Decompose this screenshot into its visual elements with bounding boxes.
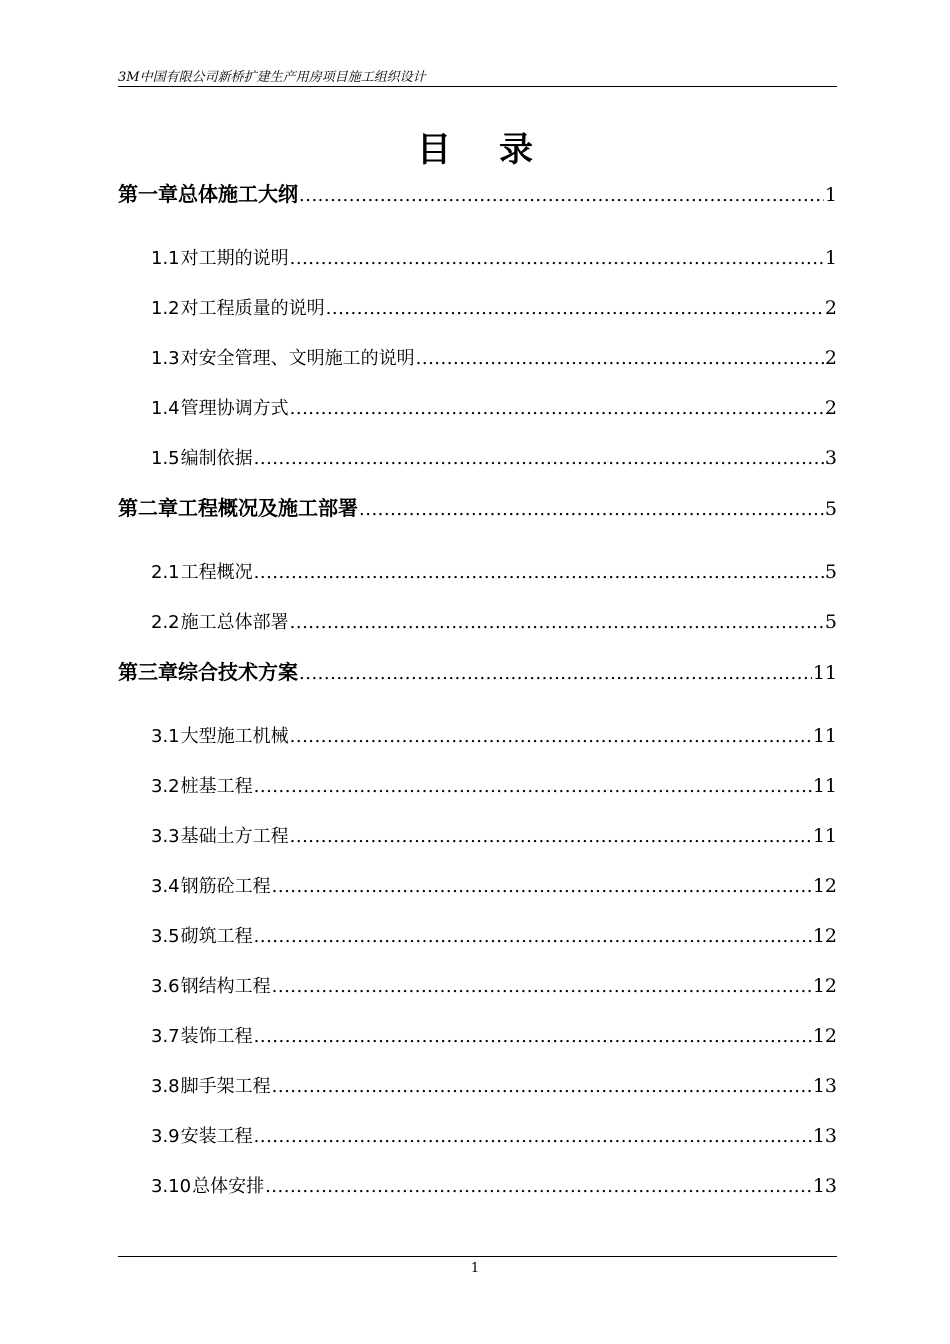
toc-page-number: 2 (824, 347, 837, 369)
toc-leader (416, 348, 824, 369)
toc-section-title: 施工总体部署 (180, 612, 289, 633)
toc-page-number: 5 (824, 611, 837, 633)
toc-section-number: 1.1 (151, 248, 180, 269)
toc-entry-3-7[interactable] (118, 1022, 837, 1048)
toc-leader (299, 663, 812, 684)
toc-section-number: 3.9 (151, 1126, 180, 1147)
toc-section-title: 管理协调方式 (180, 398, 289, 419)
toc-section-title: 对安全管理、文明施工的说明 (180, 348, 415, 369)
toc-leader (254, 926, 812, 947)
toc-page-number: 1 (824, 247, 837, 269)
toc-leader (272, 1076, 812, 1097)
toc-entry-3-5[interactable] (118, 922, 837, 948)
toc-page-number: 11 (812, 662, 837, 684)
toc-page-number: 3 (824, 447, 837, 469)
toc-section-number: 3.5 (151, 926, 180, 947)
toc-section-number: 3.2 (151, 776, 180, 797)
toc-chapter-number: 第一章 (118, 182, 178, 206)
toc-section-number: 1.5 (151, 448, 180, 469)
toc-page-number: 13 (812, 1075, 837, 1097)
toc-section-number: 3.8 (151, 1076, 180, 1097)
toc-section-number: 1.2 (151, 298, 180, 319)
toc-page-number: 11 (812, 775, 837, 797)
toc-page-number: 12 (812, 1025, 837, 1047)
footer-page-number: 1 (470, 1261, 480, 1276)
toc-section-number: 3.1 (151, 726, 180, 747)
toc-page-number: 12 (812, 875, 837, 897)
toc-section-title: 大型施工机械 (180, 726, 289, 747)
toc-page-number: 1 (824, 184, 837, 206)
toc-leader (326, 298, 824, 319)
toc-chapter-number: 第二章 (118, 496, 178, 520)
toc-entry-1-1[interactable] (118, 244, 837, 270)
toc-entry-chapter-2[interactable] (118, 492, 837, 521)
toc-section-title: 钢结构工程 (180, 976, 271, 997)
toc-section-title: 脚手架工程 (180, 1076, 271, 1097)
toc-leader (254, 1026, 812, 1047)
toc-entry-3-9[interactable] (118, 1122, 837, 1148)
page-title: 目录 (417, 130, 581, 170)
toc-entry-1-4[interactable] (118, 394, 837, 420)
toc-entry-3-4[interactable] (118, 872, 837, 898)
toc-chapter-title: 工程概况及施工部署 (178, 496, 358, 520)
toc-section-number: 3.10 (151, 1176, 192, 1197)
toc-leader (290, 726, 812, 747)
toc-chapter-title: 总体施工大纲 (178, 182, 298, 206)
toc-leader (272, 876, 812, 897)
toc-entry-3-3[interactable] (118, 822, 837, 848)
toc-page-number: 12 (812, 925, 837, 947)
toc-leader (254, 1126, 812, 1147)
toc-section-title: 总体安排 (192, 1176, 265, 1197)
toc-section-title: 对工程质量的说明 (180, 298, 325, 319)
toc-page-number: 11 (812, 725, 837, 747)
toc-leader (254, 562, 824, 583)
toc-page-number: 13 (812, 1125, 837, 1147)
toc-entry-3-1[interactable] (118, 722, 837, 748)
running-header: 3M中国有限公司新桥扩建生产用房项目施工组织设计 (118, 70, 426, 85)
toc-page-number: 13 (812, 1175, 837, 1197)
toc-entry-chapter-3[interactable] (118, 656, 837, 685)
toc-section-number: 1.4 (151, 398, 180, 419)
toc-page-number: 5 (824, 498, 837, 520)
toc-section-title: 装饰工程 (180, 1026, 253, 1047)
toc-section-number: 3.3 (151, 826, 180, 847)
toc-entry-1-3[interactable] (118, 344, 837, 370)
toc-entry-2-1[interactable] (118, 558, 837, 584)
toc-page-number: 5 (824, 561, 837, 583)
toc-section-title: 工程概况 (180, 562, 253, 583)
toc-leader (254, 448, 824, 469)
toc-section-title: 编制依据 (180, 448, 253, 469)
toc-entry-3-2[interactable] (118, 772, 837, 798)
toc-section-number: 3.4 (151, 876, 180, 897)
toc-leader (265, 1176, 812, 1197)
toc-section-title: 对工期的说明 (180, 248, 289, 269)
toc-leader (254, 776, 812, 797)
toc-page-number: 2 (824, 397, 837, 419)
toc-section-number: 3.6 (151, 976, 180, 997)
toc-section-number: 3.7 (151, 1026, 180, 1047)
toc-leader (290, 612, 824, 633)
toc-leader (359, 499, 824, 520)
toc-entry-chapter-1[interactable] (118, 178, 837, 207)
footer-rule (118, 1256, 837, 1257)
toc-entry-1-5[interactable] (118, 444, 837, 470)
toc-chapter-number: 第三章 (118, 660, 178, 684)
table-of-contents (118, 0, 837, 1344)
toc-leader (290, 398, 824, 419)
toc-section-title: 基础土方工程 (180, 826, 289, 847)
toc-section-title: 桩基工程 (180, 776, 253, 797)
toc-page-number: 11 (812, 825, 837, 847)
toc-section-title: 安装工程 (180, 1126, 253, 1147)
toc-section-title: 砌筑工程 (180, 926, 253, 947)
toc-entry-3-6[interactable] (118, 972, 837, 998)
toc-section-number: 2.2 (151, 612, 180, 633)
toc-entry-3-10[interactable] (118, 1172, 837, 1198)
toc-leader (290, 248, 824, 269)
toc-entry-2-2[interactable] (118, 608, 837, 634)
toc-page-number: 2 (824, 297, 837, 319)
toc-page-number: 12 (812, 975, 837, 997)
toc-leader (299, 185, 824, 206)
toc-leader (290, 826, 812, 847)
toc-section-title: 钢筋砼工程 (180, 876, 271, 897)
toc-entry-3-8[interactable] (118, 1072, 837, 1098)
toc-section-number: 2.1 (151, 562, 180, 583)
toc-chapter-title: 综合技术方案 (178, 660, 298, 684)
toc-entry-1-2[interactable] (118, 294, 837, 320)
toc-leader (272, 976, 812, 997)
toc-section-number: 1.3 (151, 348, 180, 369)
